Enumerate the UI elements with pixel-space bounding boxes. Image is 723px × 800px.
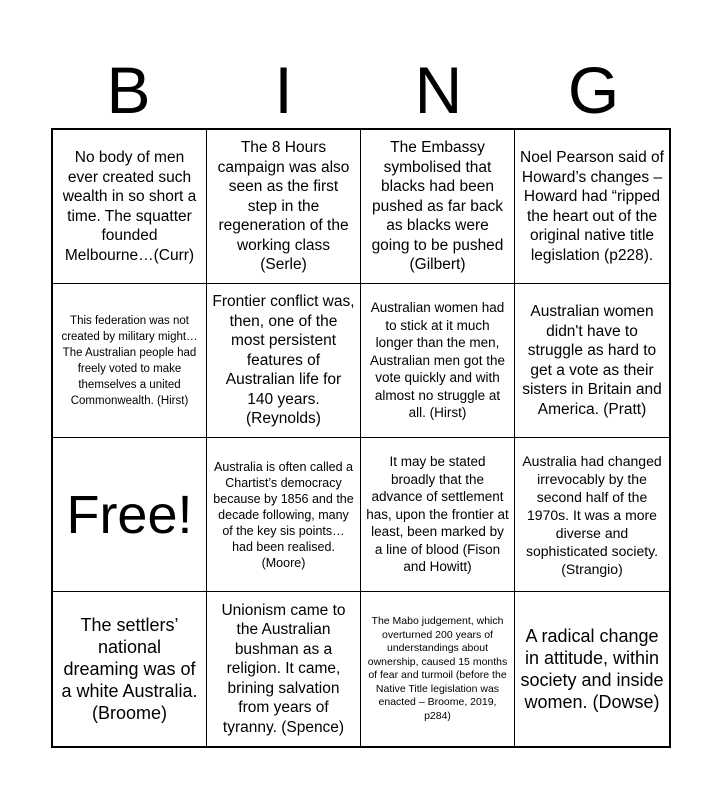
header-letter-g: G bbox=[567, 53, 620, 127]
bingo-cell[interactable]: The 8 Hours campaign was also seen as the first step in the regeneration of the working class (Serle) bbox=[207, 130, 361, 284]
bingo-grid bbox=[51, 128, 671, 748]
bingo-cell[interactable]: A radical change in attitude, within society and inside women. (Dowse) bbox=[520, 626, 664, 712]
bingo-cell[interactable]: No body of men ever created such wealth in so short a time. The squatter founded Melbourne…(Curr) bbox=[53, 130, 207, 284]
bingo-header bbox=[51, 52, 671, 128]
bingo-cell[interactable]: The settlers’ national dreaming was of a white Australia. (Broome) bbox=[53, 592, 207, 746]
bingo-cell[interactable]: Noel Pearson said of Howard’s changes – Howard had “ripped the heart out of the original native title legislation (p228). bbox=[515, 130, 669, 284]
bingo-cell[interactable]: Australian women had to stick at it much longer than the men, Australian men got the vote quickly and with almost no struggle at all. (Hirst) bbox=[361, 284, 515, 438]
bingo-cell[interactable]: Frontier conflict was, then, one of the most persistent features of Australian life for 140 years. (Reynolds) bbox=[207, 284, 361, 438]
header-letter-n: N bbox=[414, 53, 463, 127]
bingo-cell[interactable]: Unionism came to the Australian bushman as a religion. It came, brining salvation from years of tyranny. (Spence) bbox=[207, 592, 361, 746]
bingo-cell[interactable]: The Embassy symbolised that blacks had been pushed as far back as blacks were going to be pushed (Gilbert) bbox=[361, 130, 515, 284]
bingo-cell[interactable]: It may be stated broadly that the advance of settlement has, upon the frontier at least, been marked by a line of blood (Fison and Howitt) bbox=[361, 438, 515, 592]
bingo-cell[interactable]: Australian women didn't have to struggle as hard to get a vote as their sisters in Britain and America. (Pratt) bbox=[515, 284, 669, 438]
free-space-cell[interactable]: Free! bbox=[53, 438, 207, 592]
bingo-cell[interactable]: Australia had changed irrevocably by the second half of the 1970s. It was a more diverse and sophisticated society. (Strangio) bbox=[515, 438, 669, 592]
header-letter-b: B bbox=[106, 53, 151, 127]
header-letter-i: I bbox=[274, 53, 293, 127]
bingo-cell[interactable]: Australia is often called a Chartist’s democracy because by 1856 and the decade following, many of the key sis points…had been realised. (Moore) bbox=[207, 438, 361, 592]
bingo-cell[interactable]: This federation was not created by military might…The Australian people had freely voted to make themselves a united Commonwealth. (Hirst) bbox=[53, 284, 207, 438]
bingo-cell[interactable]: The Mabo judgement, which overturned 200 years of understandings about ownership, caused 15 months of fear and turmoil (before the Native Title legislation was enacted – Broome, 2019, p284) bbox=[361, 592, 515, 746]
